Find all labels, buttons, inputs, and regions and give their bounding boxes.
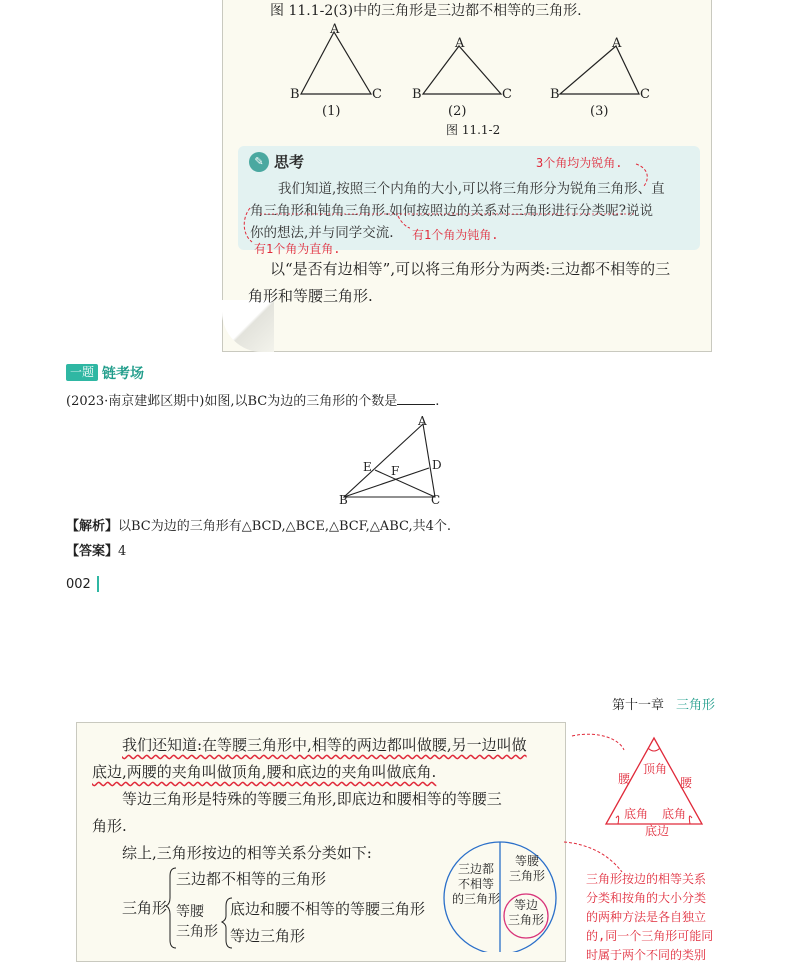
exam-vertex-b: B [339,493,348,507]
exam-tag-title: 链考场 [102,366,144,382]
figure-caption: 图 11.1-2 [446,123,501,137]
think-line-1-text: 我们知道,按照三个内角的大小,可以将三角形分为锐角三角形、直 [278,181,665,197]
tree-isosceles-line-2: 三角形 [176,924,218,940]
exam-vertex-a: A [418,414,427,428]
side-note-line-2: 分类和按角的大小分类 [586,891,707,905]
tri1-vertex-b: B [290,87,300,102]
label-base: 底边 [645,824,670,838]
bottom-line-1 [122,732,562,759]
tri3-vertex-c: C [640,87,650,102]
annotation-acute: 3个角均为锐角. [536,156,623,170]
exam-question-text: (2023·南京建邺区期中)如图,以BC为边的三角形的个数是 [66,394,398,409]
exam-question-end: . [435,394,440,409]
tree-isosceles-line-1: 等腰 [176,904,204,920]
side-note-line-1: 三角形按边的相等关系 [586,872,707,886]
tri2-vertex-a: A [455,36,465,51]
tree-branch-equilateral: 等边三角形 [230,927,306,945]
answer-label: 【答案】 [66,544,119,559]
chapter-label: 第十一章 [612,698,665,713]
answer-blank[interactable] [397,392,435,405]
tree-branch-iso-nonequal: 底边和腰不相等的等腰三角形 [230,900,426,918]
tri1-vertex-a: A [330,22,340,37]
tri1-caption: (1) [322,104,341,119]
analysis-label: 【解析】 [66,519,119,534]
answer-top-line-2: 角形和等腰三角形. [248,287,373,305]
triangle-3-shape [560,46,639,94]
bottom-line-2-text: 底边,两腰的夹角叫做顶角,腰和底边的夹角叫做底角. [92,763,437,781]
venn-equilateral-line-2: 三角形 [507,913,544,927]
exam-vertex-d: D [432,458,442,472]
tri3-caption: (3) [590,104,609,119]
think-title: 思考 [274,153,305,171]
page-number: 002 [66,577,91,592]
bottom-line-2 [92,759,560,786]
label-apex-angle: 顶角 [643,762,668,776]
tri2-vertex-b: B [412,87,422,102]
annotation-right: 有1个角为直角. [254,242,341,256]
triangle-1-shape [301,32,371,94]
venn-label-isosceles [504,854,550,884]
analysis-text: 以BC为边的三角形有△BCD,△BCE,△BCF,△ABC,共4个. [118,519,452,534]
exam-question [66,390,439,409]
exam-answer [66,540,126,559]
annotation-obtuse: 有1个角为钝角. [412,228,499,242]
tri3-vertex-b: B [550,87,560,102]
venn-scalene-line-2: 不相等 [457,877,494,891]
label-leg-right: 腰 [680,776,693,790]
figure-intro-text: 图 11.1-2(3)中的三角形是三边都不相等的三角形. [270,3,582,19]
side-note-line-4: 的,同一个三角形可能同 [586,929,714,943]
tree-root: 三角形 [122,899,168,917]
venn-equilateral-line-1: 等边 [513,898,538,912]
think-line-2: 角三角形和钝角三角形.如何按照边的关系对三角形进行分类呢?说说 [250,203,654,219]
venn-isosceles-line-2: 三角形 [508,869,545,883]
exam-tag-badge: 一题 [66,364,98,381]
exam-analysis [66,515,451,534]
tri3-vertex-a: A [612,36,622,51]
chapter-title: 三角形 [676,698,716,713]
venn-scalene-line-3: 的三角形 [451,892,500,906]
venn-label-equilateral [506,898,546,928]
answer-text: 4 [118,544,127,559]
side-note-line-3: 的两种方法是各自独立 [586,910,707,924]
page-number-bar [97,576,99,592]
exam-vertex-f: F [391,464,400,478]
tri2-caption: (2) [448,104,467,119]
tree-branch-isosceles [176,902,218,942]
bottom-line-4: 角形. [92,817,127,835]
venn-isosceles-line-1: 等腰 [514,854,539,868]
side-note-line-5: 时属于两个不同的类别 [586,948,707,962]
figure-11-1-2 [222,18,712,138]
bottom-line-3: 等边三角形是特殊的等腰三角形,即底边和腰相等的等腰三 [122,790,502,808]
think-line-3: 你的想法,并与同学交流. [250,225,394,241]
label-base-angle-right: 底角 [662,807,687,821]
exam-vertex-e: E [363,460,372,474]
annotation-arrows [238,146,700,250]
label-leg-left: 腰 [618,772,631,786]
tri2-vertex-c: C [502,87,512,102]
bottom-line-5: 综上,三角形按边的相等关系分类如下: [122,844,372,862]
tree-branch-scalene: 三边都不相等的三角形 [176,870,327,888]
venn-label-scalene [450,862,502,907]
venn-scalene-line-1: 三边都 [457,862,494,876]
tri1-vertex-c: C [372,87,382,102]
exam-vertex-c: C [431,493,441,507]
chapter-header [612,694,715,713]
side-note [586,870,726,965]
lightbulb-icon: ✎ [249,152,269,172]
answer-top-line-1: 以“是否有边相等”,可以将三角形分为两类:三边都不相等的三 [270,260,671,278]
bottom-line-1-text: 我们还知道:在等腰三角形中,相等的两边都叫做腰,另一边叫做 [122,736,527,754]
label-base-angle-left: 底角 [624,807,649,821]
triangle-2-shape [423,46,501,94]
